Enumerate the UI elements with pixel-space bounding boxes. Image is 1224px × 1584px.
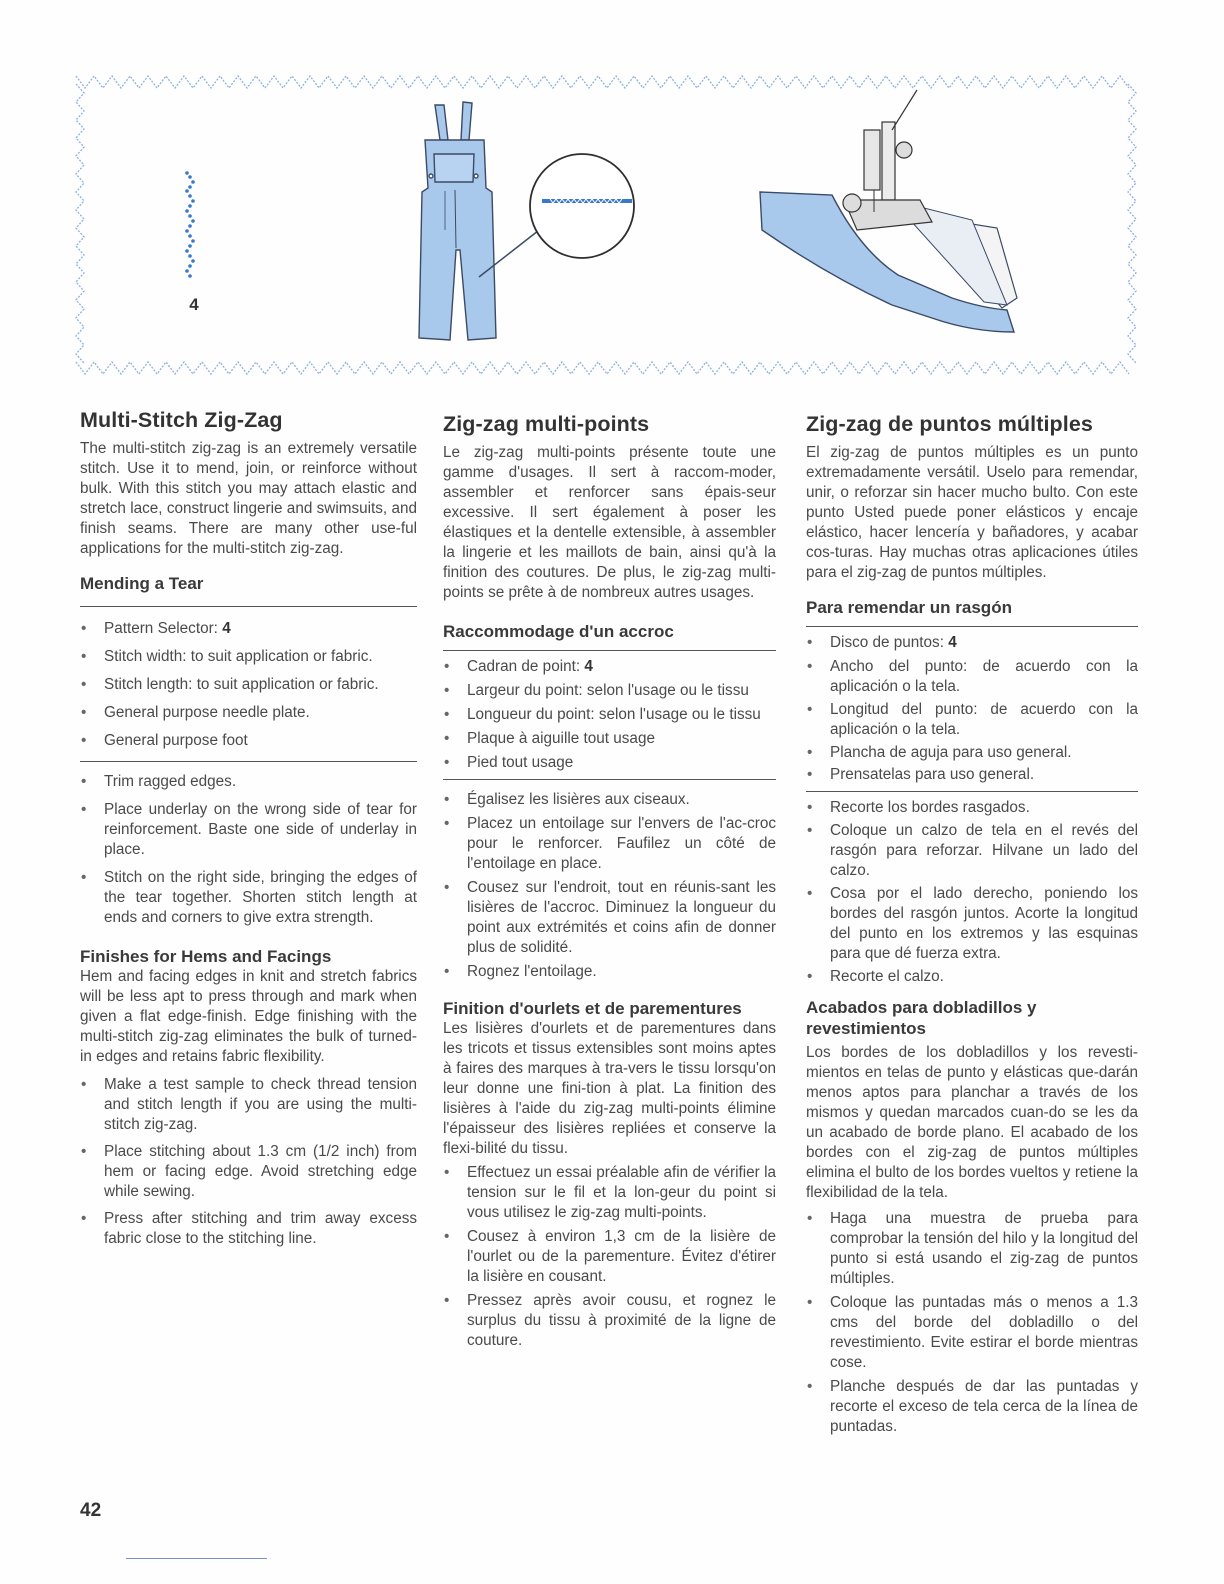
section-title: Zig-zag de puntos múltiples xyxy=(806,412,1093,436)
overalls-icon xyxy=(419,102,496,340)
finishes-text: Les lisières d'ourlets et de parementures dans les tricots et tissus extensibles sont moins aptes à faires des marques à tra-vers le tissu lorsqu'on leur donne une fini-tion à plat. La finition des lisières à l'aide du zig-zag multi-points élimine l'épaisseur des lisières repliées et conserve la flexi-bilité du tissu. xyxy=(443,1020,776,1157)
step-item: • Effectuez un essai préalable afin de vérifier la tension sur le fil et la lon-geur du point si vous utilisez le zig-zag multi-points. xyxy=(443,1163,776,1223)
magnify-circle xyxy=(530,154,634,258)
finishes-steps xyxy=(806,1209,1138,1437)
steps-list xyxy=(80,772,417,928)
pattern-number: 4 xyxy=(189,295,199,314)
step-item: • Planche después de dar las puntadas y recorte el exceso de tela cerca de la línea de puntadas. xyxy=(806,1377,1138,1437)
finishes-heading: Finition d'ourlets et de parementures xyxy=(443,999,742,1018)
setting-item: • Stitch width: to suit application or fabric. xyxy=(80,647,417,667)
step-item: • Haga una muestra de prueba para comprobar la tensión del hilo y la longitud del punto si está usando el zig-zag de puntos múltiples. xyxy=(806,1209,1138,1289)
intro-text: The multi-stitch zig-zag is an extremely versatile stitch. Use it to mend, join, or reinforce without bulk. With this stitch you may attach elastic and stretch lace, construct lingerie and swimsuits, and finish seams. There are many other use-ful applications for the multi-stitch zig-zag. xyxy=(80,440,417,557)
divider xyxy=(443,650,776,651)
setting-item: • Ancho del punto: de acuerdo con la aplicación o la tela. xyxy=(806,657,1138,697)
step-item: • Recorte el calzo. xyxy=(806,967,1138,987)
divider xyxy=(806,626,1138,627)
setting-item: • Disco de puntos: 4 xyxy=(806,633,1138,653)
step-item: • Cousez sur l'endroit, tout en réunis-sant les lisières de l'accroc. Diminuez la longueur du point aux extrémités et coins afin de donner plus de solidité. xyxy=(443,878,776,958)
setting-item: • Cadran de point: 4 xyxy=(443,657,776,677)
zigzag-stitch-detail xyxy=(542,199,632,203)
finishes-steps xyxy=(80,1075,417,1249)
mending-heading: Raccommodage d'un accroc xyxy=(443,622,674,641)
settings-list xyxy=(806,633,1138,785)
setting-item: • Stitch length: to suit application or fabric. xyxy=(80,675,417,695)
setting-item: • Largeur du point: selon l'usage ou le tissu xyxy=(443,681,776,701)
step-item: • Égalisez les lisières aux ciseaux. xyxy=(443,790,776,810)
setting-item: • General purpose needle plate. xyxy=(80,703,417,723)
setting-item: • Plancha de aguja para uso general. xyxy=(806,743,1138,763)
setting-item: • General purpose foot xyxy=(80,731,417,751)
intro-text: El zig-zag de puntos múltiples es un punto extremadamente versátil. Uselo para remendar, unir, o reforzar sin hacer mucho bulto. Con este punto Usted puede poner elásticos y encaje elástico, hacer lencería y bañadores, y acabar cos-turas. Hay muchas otras aplicaciones útiles para el zig-zag de puntos múltiples. xyxy=(806,444,1138,581)
step-item: • Place stitching about 1.3 cm (1/2 inch) from hem or facing edge. Avoid stretching edge while sewing. xyxy=(80,1142,417,1202)
finishes-heading: Finishes for Hems and Facings xyxy=(80,947,332,966)
divider xyxy=(80,606,417,607)
english-column xyxy=(80,408,417,1249)
step-item: • Place underlay on the wrong side of tear for reinforcement. Baste one side of underlay in place. xyxy=(80,800,417,860)
setting-item: • Longitud del punto: de acuerdo con la aplicación o la tela. xyxy=(806,700,1138,740)
divider xyxy=(806,791,1138,792)
finishes-steps xyxy=(443,1163,776,1351)
step-item: • Rognez l'entoilage. xyxy=(443,962,776,982)
settings-list xyxy=(443,657,776,773)
mending-heading: Para remendar un rasgón xyxy=(806,598,1012,617)
section-title: Multi-Stitch Zig-Zag xyxy=(80,408,283,432)
step-item: • Cosa por el lado derecho, poniendo los bordes del rasgón juntos. Acorte la longitud del punto en los extremos y las esquinas para que dé fuerza extra. xyxy=(806,884,1138,964)
french-column xyxy=(443,408,776,1351)
page-number: 42 xyxy=(80,1500,102,1521)
finishes-text: Hem and facing edges in knit and stretch fabrics will be less apt to press through and mark when given a flat edge-finish. Edge finishing with the multi-stitch zig-zag eliminates the bulk of turned-in edges and retains fabric flexibility. xyxy=(80,968,417,1065)
divider xyxy=(443,779,776,780)
finishes-heading: Acabados para dobladillos y revestimientos xyxy=(806,998,1037,1038)
step-item: • Recorte los bordes rasgados. xyxy=(806,798,1138,818)
setting-item: • Longueur du point: selon l'usage ou le tissu xyxy=(443,705,776,725)
step-item: • Cousez à environ 1,3 cm de la lisière de l'ourlet ou de la parementure. Évitez d'étirer la lisière en cousant. xyxy=(443,1227,776,1287)
illustration-panel xyxy=(72,70,1142,382)
steps-list xyxy=(443,790,776,982)
multi-stitch-pattern-icon xyxy=(185,171,195,278)
spanish-column xyxy=(806,408,1138,1437)
setting-item: • Plaque à aiguille tout usage xyxy=(443,729,776,749)
step-item: • Trim ragged edges. xyxy=(80,772,417,792)
footer-rule xyxy=(126,1558,267,1559)
step-item: • Coloque un calzo de tela en el revés del rasgón para reforzar. Hilvane un lado del calzo. xyxy=(806,821,1138,881)
step-item: • Pressez après avoir cousu, et rognez le surplus du tissu à proximité de la ligne de couture. xyxy=(443,1291,776,1351)
divider xyxy=(80,761,417,762)
steps-list xyxy=(806,798,1138,987)
setting-item: • Pied tout usage xyxy=(443,753,776,773)
setting-item: • Pattern Selector: 4 xyxy=(80,619,417,639)
section-title: Zig-zag multi-points xyxy=(443,412,650,436)
finishes-text: Los bordes de los dobladillos y los revesti-mientos en telas de punto y elásticas que-darán menos aptos para planchar a través de los mismos y quedan marcados cuan-do se les da un acabado de borde plano. El acabado de los bordes con el zig-zag de puntos múltiples elimina el bulto de los bordes vueltos y retiene la flexibilidad de la tela. xyxy=(806,1044,1138,1201)
step-item: • Press after stitching and trim away excess fabric close to the stitching line. xyxy=(80,1209,417,1249)
settings-list xyxy=(80,619,417,751)
sewing-machine-foot-icon xyxy=(760,90,1017,332)
step-item: • Make a test sample to check thread tension and stitch length if you are using the multi-stitch zig-zag. xyxy=(80,1075,417,1135)
intro-text: Le zig-zag multi-points présente toute une gamme d'usages. Il sert à raccom-moder, assembler et renforcer sans épais-seur excessive. Il sert également à poser les élastiques et la dentelle extensible, à assembler la lingerie et les maillots de bain, ainsi qu'à la finition des coutures. De plus, le zig-zag multi-points se prête à de nombreux autres usages. xyxy=(443,444,776,601)
setting-item: • Prensatelas para uso general. xyxy=(806,765,1138,785)
step-item: • Stitch on the right side, bringing the edges of the tear together. Shorten stitch length at ends and corners to give extra strength. xyxy=(80,868,417,928)
step-item: • Coloque las puntadas más o menos a 1.3 cms del borde del dobladillo o del revestimiento. Evite estirar el borde mientras cose. xyxy=(806,1293,1138,1373)
mending-heading: Mending a Tear xyxy=(80,574,204,593)
step-item: • Placez un entoilage sur l'envers de l'ac-croc pour le renforcer. Faufilez un côté de l'entoilage en place. xyxy=(443,814,776,874)
